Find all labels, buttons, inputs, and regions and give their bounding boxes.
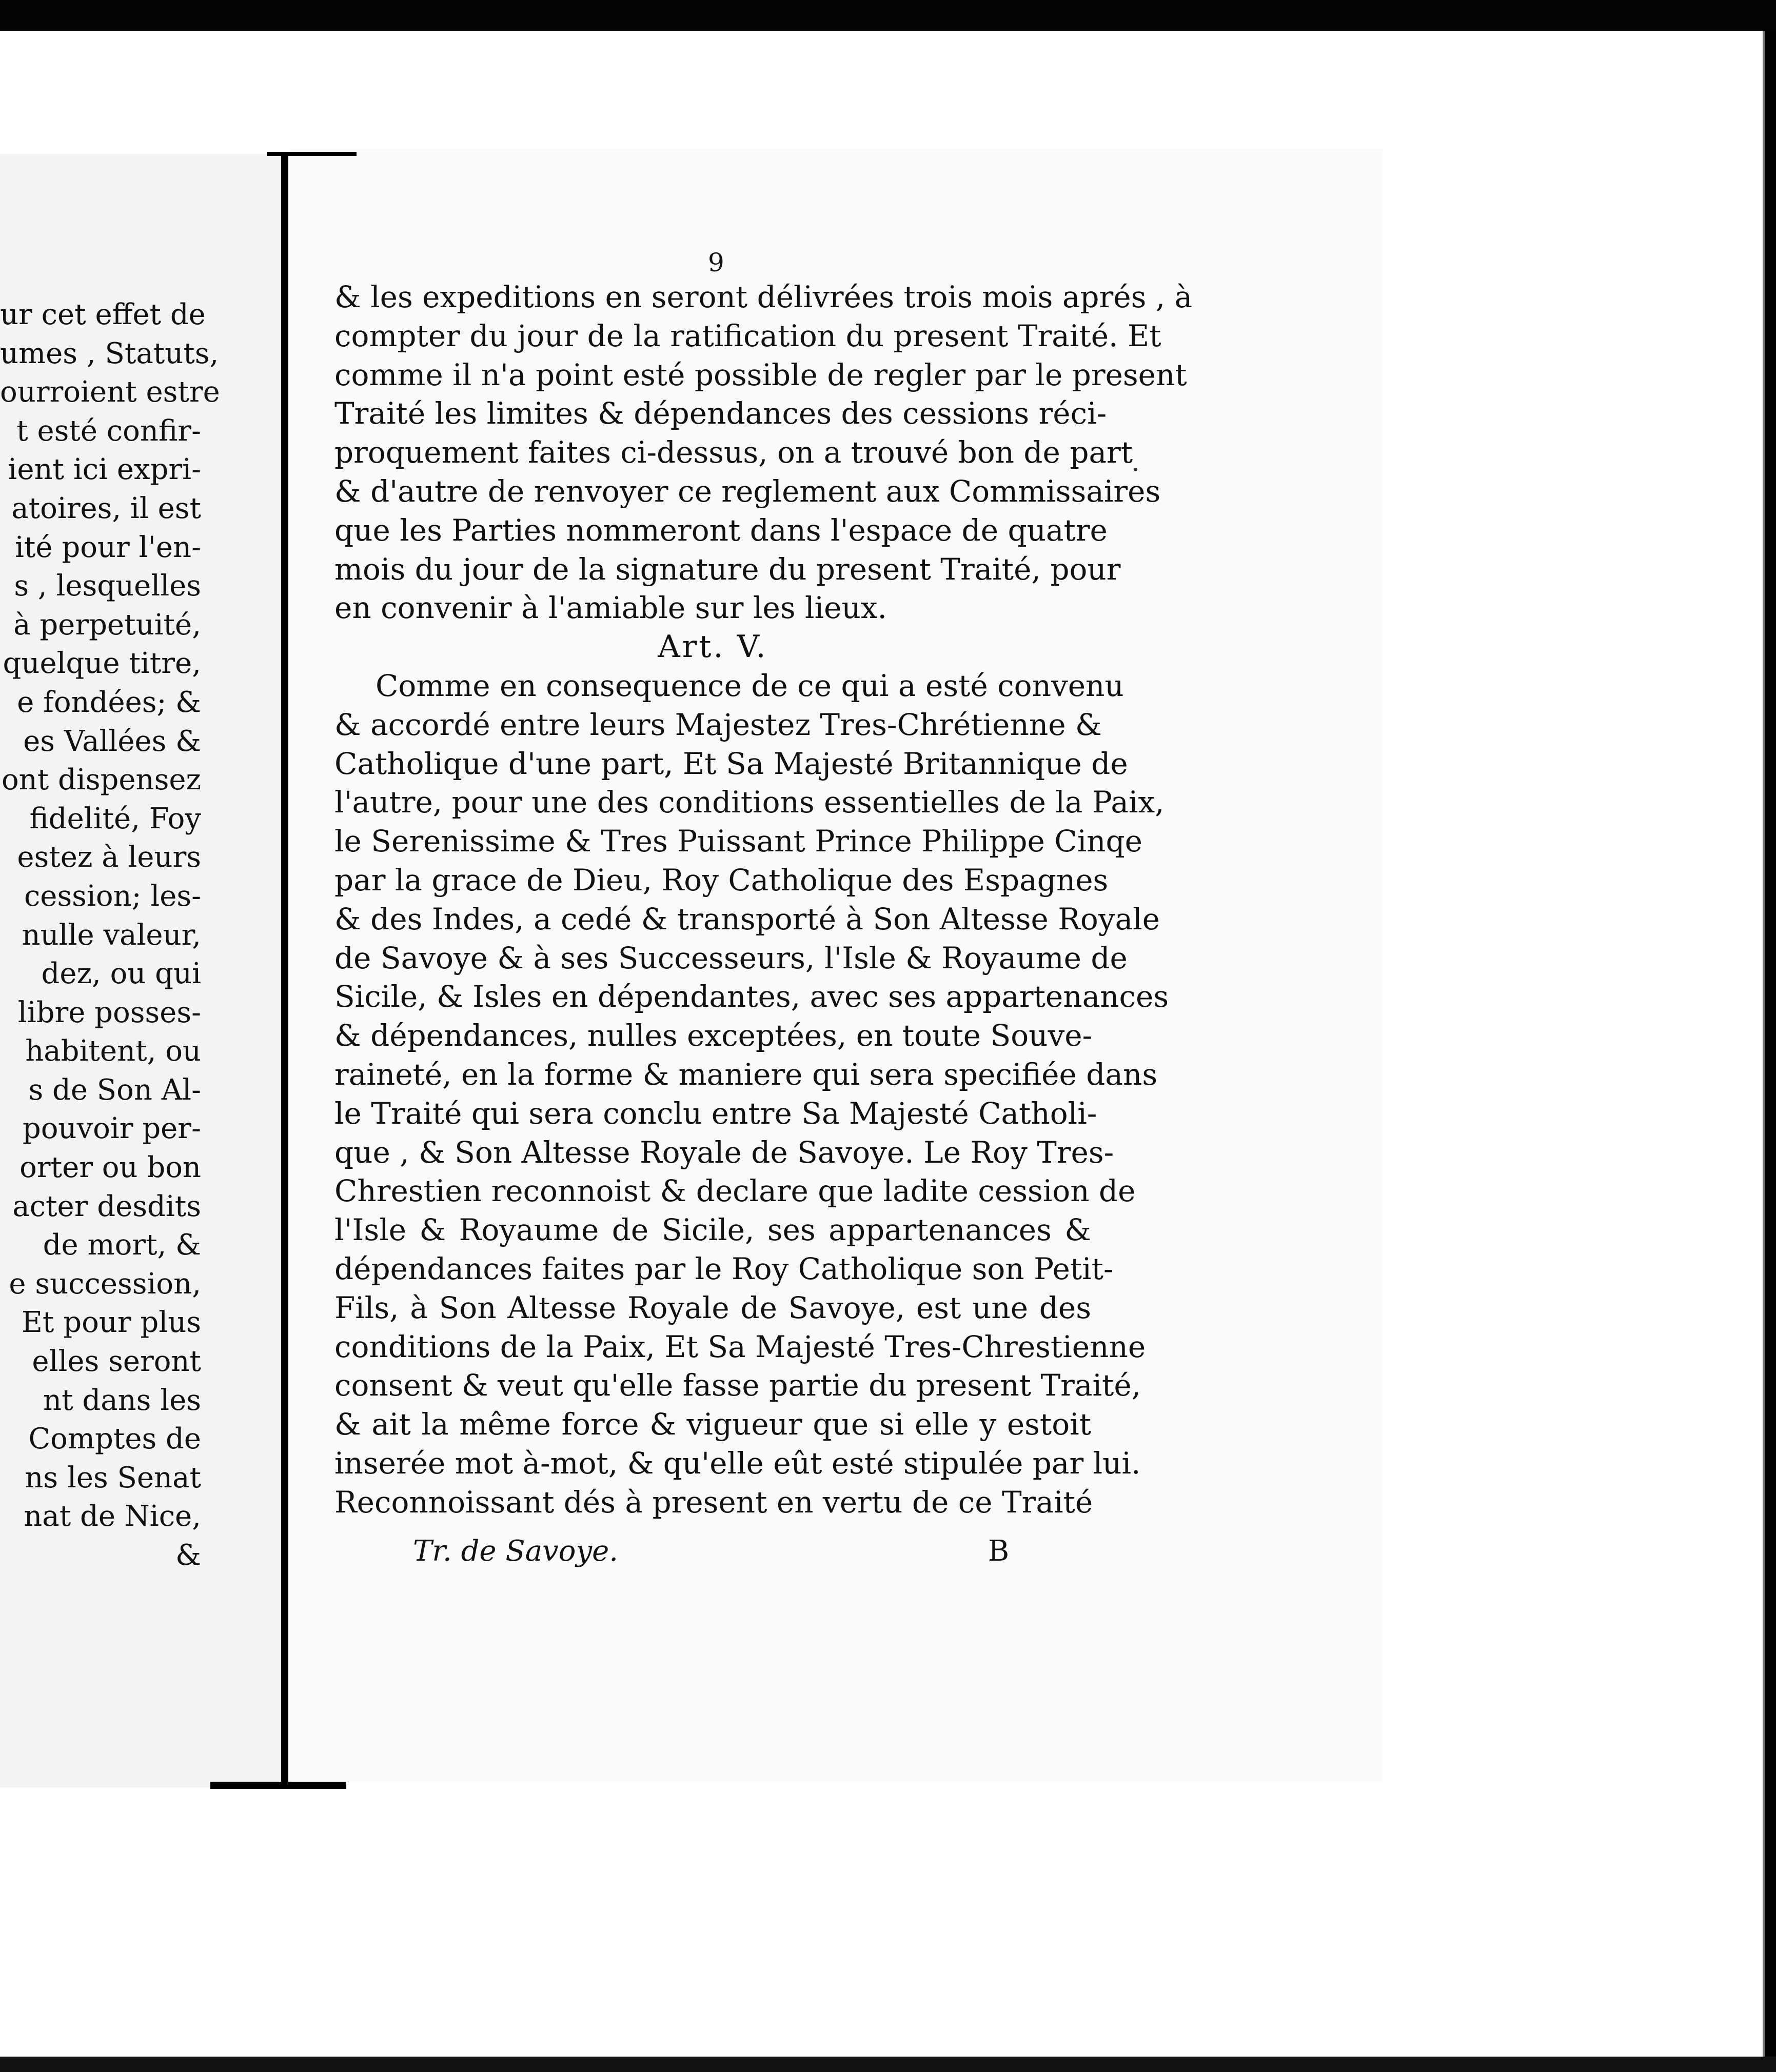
body-line: l'autre, pour une des conditions essentielles de la Paix, xyxy=(334,785,1165,820)
left-page-line: orter ou bon xyxy=(19,1151,201,1185)
page-number: 9 xyxy=(708,248,724,277)
body-line: compter du jour de la ratification du present Traité. Et xyxy=(334,318,1161,353)
body-line: Comme en consequence de ce qui a esté convenu xyxy=(376,668,1124,703)
body-line: & les expeditions en seront délivrées trois mois aprés , à xyxy=(334,280,1193,314)
left-page-line: acter desdits xyxy=(12,1189,201,1223)
body-line: en convenir à l'amiable sur les lieux. xyxy=(334,590,887,626)
left-page-line: Et pour plus xyxy=(22,1306,201,1340)
left-page-line: nulle valeur, xyxy=(22,918,201,952)
body-line: mois du jour de la signature du present Traité, pour xyxy=(334,551,1121,587)
body-line: Sicile, & Isles en dépendantes, avec ses appartenances xyxy=(334,979,1169,1014)
body-line: le Serenissime & Tres Puissant Prince Philippe Cinqe xyxy=(334,824,1142,859)
body-line: consent & veut qu'elle fasse partie du present Traité, xyxy=(334,1368,1141,1403)
left-page-line: dez, ou qui xyxy=(41,957,201,991)
body-line: que les Parties nommeront dans l'espace de quatre xyxy=(334,512,1108,548)
left-page-line: ur cet effet de xyxy=(0,298,206,331)
left-page-line: pouvoir per- xyxy=(22,1112,201,1146)
left-page-line: fidelité, Foy xyxy=(29,802,201,835)
signature-label: Tr. de Savoye. xyxy=(413,1535,619,1568)
left-page-line: s de Son Al- xyxy=(28,1073,201,1107)
left-page-line: es Vallées & xyxy=(23,724,201,758)
left-page-line: atoires, il est xyxy=(11,491,201,525)
gutter-rule xyxy=(281,154,288,1787)
body-line: par la grace de Dieu, Roy Catholique des Espagnes xyxy=(334,862,1109,898)
body-line: proquement faites ci-dessus, on a trouvé bon de part xyxy=(334,435,1133,470)
left-page-line: ourroient estre xyxy=(0,375,220,409)
left-page-line: cession; les- xyxy=(24,879,201,913)
body-line: & dépendances, nulles exceptées, en toute Souve- xyxy=(334,1018,1093,1053)
body-line: dépendances faites par le Roy Catholique son Petit- xyxy=(334,1251,1114,1286)
left-page-line: ient ici expri- xyxy=(8,453,201,487)
body-line: Catholique d'une part, Et Sa Majesté Britannique de xyxy=(334,746,1128,781)
left-page-line: s , lesquelles xyxy=(14,569,201,603)
left-page-line: ont dispensez xyxy=(1,763,201,797)
left-page-line: libre posses- xyxy=(17,995,201,1029)
body-line: le Traité qui sera conclu entre Sa Majesté Catholi- xyxy=(334,1095,1097,1131)
left-page-line: de mort, & xyxy=(43,1228,201,1262)
article-heading: Art. V. xyxy=(658,629,768,665)
left-page-line: umes , Statuts, xyxy=(0,336,219,370)
body-line: de Savoye & à ses Successeurs, l'Isle & Royaume de xyxy=(334,940,1128,975)
body-line: Reconnoissant dés à present en vertu de ce Traité xyxy=(334,1484,1093,1520)
left-page-text xyxy=(0,295,220,1575)
gutter-top-rule xyxy=(267,152,357,156)
body-line: & des Indes, a cedé & transporté à Son Altesse Royale xyxy=(334,901,1160,937)
left-page-line: ité pour l'en- xyxy=(15,530,201,564)
main-page-text xyxy=(334,247,1193,1522)
body-line: raineté, en la forme & maniere qui sera specifiée dans xyxy=(334,1057,1158,1092)
body-line: comme il n'a point esté possible de regler par le present xyxy=(334,357,1187,392)
left-page-line: elles seront xyxy=(32,1345,201,1379)
body-line: Fils, à Son Altesse Royale de Savoye, est une des xyxy=(334,1290,1091,1325)
left-page-line: t esté confir- xyxy=(16,414,201,448)
left-page-line: ns les Senat xyxy=(25,1461,201,1495)
body-line: Traité les limites & dépendances des cessions réci- xyxy=(334,396,1107,431)
gutter-bottom-rule xyxy=(210,1782,346,1789)
left-page-line: estez à leurs xyxy=(17,841,201,874)
body-line: Chrestien reconnoist & declare que ladite cession de xyxy=(334,1173,1136,1209)
scan-top-border xyxy=(0,0,1776,31)
body-line: l'Isle & Royaume de Sicile, ses appartenances & xyxy=(334,1212,1091,1248)
left-page-line: nat de Nice, xyxy=(24,1500,201,1533)
signature-mark: B xyxy=(988,1535,1010,1568)
body-line: inserée mot à-mot, & qu'elle eût esté stipulée par lui. xyxy=(334,1445,1141,1481)
body-line: & accordé entre leurs Majestez Tres-Chrétienne & xyxy=(334,707,1102,742)
body-line: & d'autre de renvoyer ce reglement aux Commissaires xyxy=(334,473,1161,509)
left-page-line: Comptes de xyxy=(28,1422,201,1456)
left-page-line: & xyxy=(175,1539,201,1572)
left-page-line: à perpetuité, xyxy=(13,608,201,642)
left-page-line: nt dans les xyxy=(43,1383,201,1417)
ink-speck xyxy=(1134,468,1137,471)
scan-bottom-border xyxy=(0,2057,1776,2072)
body-line: que , & Son Altesse Royale de Savoye. Le Roy Tres- xyxy=(334,1134,1114,1170)
left-page-line: quelque titre, xyxy=(3,647,201,681)
left-page-line: e fondées; & xyxy=(17,685,201,719)
scan-right-border xyxy=(1765,31,1776,2072)
left-page-line: habitent, ou xyxy=(25,1034,201,1068)
left-page-line: e succession, xyxy=(9,1267,201,1301)
body-line: & ait la même force & vigueur que si elle y estoit xyxy=(334,1407,1091,1442)
body-line: conditions de la Paix, Et Sa Majesté Tres-Chrestienne xyxy=(334,1329,1146,1364)
